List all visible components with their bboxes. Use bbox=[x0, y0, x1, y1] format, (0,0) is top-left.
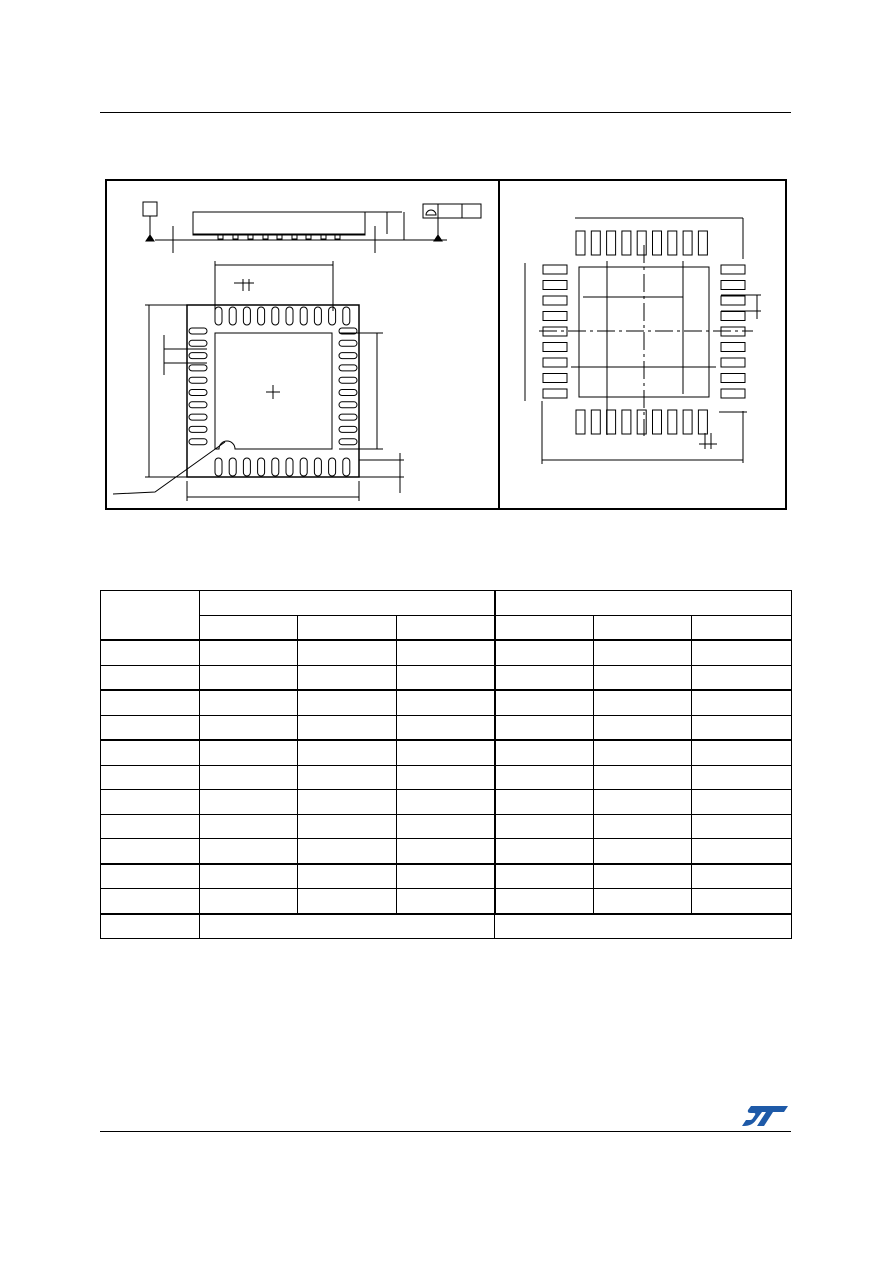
package-pad bbox=[215, 307, 222, 325]
table-cell bbox=[495, 864, 594, 889]
table-subheader bbox=[692, 615, 792, 640]
table-cell bbox=[594, 765, 692, 790]
footprint-pad bbox=[576, 410, 585, 434]
package-pad bbox=[300, 458, 307, 476]
table-cell bbox=[495, 740, 594, 765]
package-outline-drawing bbox=[107, 181, 499, 512]
footprint-pad bbox=[721, 312, 745, 321]
package-pad bbox=[189, 439, 207, 445]
package-pad bbox=[339, 414, 357, 420]
pin-1-marker bbox=[113, 442, 225, 494]
datum-a-box bbox=[143, 202, 157, 216]
table-row bbox=[101, 740, 792, 765]
plane-flatness-symbol bbox=[423, 204, 481, 218]
package-pad bbox=[329, 458, 336, 476]
table-cell bbox=[101, 640, 200, 665]
table-subheader bbox=[298, 615, 397, 640]
table-cell bbox=[101, 864, 200, 889]
table-cell bbox=[397, 889, 495, 914]
table-cell bbox=[397, 864, 495, 889]
table-cell bbox=[397, 765, 495, 790]
table-cell bbox=[101, 740, 200, 765]
package-pad bbox=[229, 307, 236, 325]
footprint-pad bbox=[637, 231, 646, 255]
footprint-pad bbox=[668, 231, 677, 255]
table-cell bbox=[397, 690, 495, 715]
table-header-dim bbox=[101, 591, 200, 641]
footprint-pad bbox=[543, 343, 567, 352]
package-pad bbox=[258, 307, 265, 325]
table-footer-cell bbox=[101, 914, 200, 939]
table-cell bbox=[200, 839, 298, 864]
table-cell bbox=[200, 715, 298, 740]
table-cell bbox=[692, 690, 792, 715]
table-cell bbox=[692, 765, 792, 790]
table-row bbox=[101, 814, 792, 839]
footprint-pad bbox=[698, 231, 707, 255]
package-pad bbox=[189, 365, 207, 371]
table-cell bbox=[495, 839, 594, 864]
table-cell bbox=[397, 715, 495, 740]
footprint-pad bbox=[591, 231, 600, 255]
table-cell bbox=[692, 889, 792, 914]
footprint-pad bbox=[543, 389, 567, 398]
table-cell bbox=[200, 889, 298, 914]
package-pad bbox=[300, 307, 307, 325]
table-cell bbox=[200, 864, 298, 889]
table-cell bbox=[101, 715, 200, 740]
package-pad bbox=[229, 458, 236, 476]
table-row bbox=[101, 839, 792, 864]
table-group-header-mm bbox=[200, 591, 495, 616]
footprint-pad bbox=[653, 231, 662, 255]
table-cell bbox=[495, 889, 594, 914]
package-pad bbox=[286, 458, 293, 476]
footprint-pad bbox=[607, 231, 616, 255]
footprint-pad bbox=[721, 358, 745, 367]
table-cell bbox=[692, 814, 792, 839]
package-pad bbox=[272, 307, 279, 325]
footprint-pad bbox=[576, 231, 585, 255]
package-pad bbox=[339, 340, 357, 346]
table-cell bbox=[692, 790, 792, 815]
package-pad bbox=[272, 458, 279, 476]
table-cell bbox=[101, 690, 200, 715]
table-cell bbox=[495, 715, 594, 740]
footprint-pad bbox=[721, 281, 745, 290]
footprint-pad bbox=[622, 231, 631, 255]
table-cell bbox=[298, 715, 397, 740]
table-cell bbox=[298, 790, 397, 815]
table-row bbox=[101, 690, 792, 715]
table-group-header-inches bbox=[495, 591, 792, 616]
table-cell bbox=[692, 740, 792, 765]
table-cell bbox=[298, 690, 397, 715]
table-cell bbox=[594, 889, 692, 914]
table-cell bbox=[200, 790, 298, 815]
footprint-pad bbox=[721, 389, 745, 398]
table-row bbox=[101, 864, 792, 889]
table-row bbox=[101, 765, 792, 790]
table-cell bbox=[594, 839, 692, 864]
table-cell bbox=[298, 814, 397, 839]
table-cell bbox=[692, 715, 792, 740]
footer-rule bbox=[100, 1131, 791, 1132]
table-cell bbox=[101, 790, 200, 815]
table-cell bbox=[298, 740, 397, 765]
table-cell bbox=[397, 665, 495, 690]
table-cell bbox=[298, 765, 397, 790]
table-cell bbox=[495, 790, 594, 815]
footprint-pad bbox=[668, 410, 677, 434]
package-pad bbox=[339, 353, 357, 359]
footprint-pad bbox=[543, 327, 567, 336]
footprint-pad bbox=[721, 265, 745, 274]
footprint-pad bbox=[607, 410, 616, 434]
package-pad bbox=[286, 307, 293, 325]
table-subheader bbox=[397, 615, 495, 640]
table-cell bbox=[200, 814, 298, 839]
table-cell bbox=[495, 765, 594, 790]
package-pad bbox=[314, 307, 321, 325]
table-cell bbox=[298, 665, 397, 690]
table-cell bbox=[594, 715, 692, 740]
footprint-pad bbox=[698, 410, 707, 434]
table-cell bbox=[594, 665, 692, 690]
table-cell bbox=[594, 814, 692, 839]
footprint-pad bbox=[721, 296, 745, 305]
package-pad bbox=[189, 353, 207, 359]
table-cell bbox=[200, 765, 298, 790]
table-cell bbox=[200, 665, 298, 690]
table-cell bbox=[594, 740, 692, 765]
table-row bbox=[101, 640, 792, 665]
footprint-pad bbox=[683, 410, 692, 434]
footprint-pad bbox=[721, 343, 745, 352]
dimensions-table bbox=[100, 590, 792, 939]
table-cell bbox=[594, 690, 692, 715]
table-cell bbox=[101, 889, 200, 914]
package-pad bbox=[339, 377, 357, 383]
table-cell bbox=[298, 864, 397, 889]
package-pad bbox=[243, 458, 250, 476]
table-subheader bbox=[200, 615, 298, 640]
table-cell bbox=[495, 690, 594, 715]
package-pad bbox=[329, 307, 336, 325]
table-cell bbox=[594, 640, 692, 665]
package-pad bbox=[189, 377, 207, 383]
table-cell bbox=[298, 640, 397, 665]
footprint-pad bbox=[637, 410, 646, 434]
table-cell bbox=[397, 814, 495, 839]
package-pad bbox=[343, 458, 350, 476]
package-pad bbox=[189, 328, 207, 334]
center-cross bbox=[266, 385, 280, 399]
table-cell bbox=[101, 814, 200, 839]
package-pad bbox=[339, 390, 357, 396]
footprint-pad bbox=[543, 296, 567, 305]
package-pad bbox=[189, 414, 207, 420]
footprint-pad bbox=[543, 281, 567, 290]
table-row bbox=[101, 715, 792, 740]
footprint-pad bbox=[721, 374, 745, 383]
table-cell bbox=[101, 839, 200, 864]
table-row bbox=[101, 889, 792, 914]
package-pad bbox=[258, 458, 265, 476]
package-pad bbox=[339, 426, 357, 432]
package-pad bbox=[339, 439, 357, 445]
footprint-pad bbox=[543, 265, 567, 274]
header-rule bbox=[100, 112, 791, 113]
package-pad bbox=[189, 402, 207, 408]
table-cell bbox=[200, 740, 298, 765]
table-cell bbox=[594, 790, 692, 815]
footprint-pad bbox=[721, 327, 745, 336]
table-cell bbox=[397, 790, 495, 815]
st-logo bbox=[742, 1104, 788, 1128]
table-cell bbox=[101, 765, 200, 790]
table-row-footer bbox=[101, 914, 792, 939]
table-cell bbox=[200, 690, 298, 715]
table-footer-cell bbox=[200, 914, 495, 939]
package-pad bbox=[243, 307, 250, 325]
footprint-pad bbox=[591, 410, 600, 434]
table-cell bbox=[298, 889, 397, 914]
package-pad bbox=[215, 458, 222, 476]
package-pad bbox=[189, 390, 207, 396]
table-cell bbox=[692, 665, 792, 690]
table-subheader bbox=[495, 615, 594, 640]
package-pad bbox=[314, 458, 321, 476]
table-subheader bbox=[594, 615, 692, 640]
table-cell bbox=[594, 864, 692, 889]
package-pad bbox=[189, 340, 207, 346]
table-cell bbox=[495, 665, 594, 690]
table-footer-cell bbox=[495, 914, 792, 939]
package-figure bbox=[105, 179, 787, 510]
package-pad bbox=[339, 365, 357, 371]
footprint-pad bbox=[543, 312, 567, 321]
table-cell bbox=[397, 839, 495, 864]
table-cell bbox=[397, 740, 495, 765]
footprint-pad bbox=[543, 374, 567, 383]
table-row bbox=[101, 665, 792, 690]
package-pad bbox=[189, 426, 207, 432]
footprint-pad bbox=[653, 410, 662, 434]
footprint-pad bbox=[622, 410, 631, 434]
table-cell bbox=[692, 640, 792, 665]
table-cell bbox=[495, 814, 594, 839]
table-cell bbox=[495, 640, 594, 665]
footprint-pad bbox=[683, 231, 692, 255]
table-cell bbox=[200, 640, 298, 665]
table-row bbox=[101, 790, 792, 815]
table-cell bbox=[298, 839, 397, 864]
footprint-pad bbox=[543, 358, 567, 367]
table-cell bbox=[692, 864, 792, 889]
package-pad bbox=[343, 307, 350, 325]
table-cell bbox=[692, 839, 792, 864]
table-cell bbox=[101, 665, 200, 690]
package-pad bbox=[339, 402, 357, 408]
table-cell bbox=[397, 640, 495, 665]
